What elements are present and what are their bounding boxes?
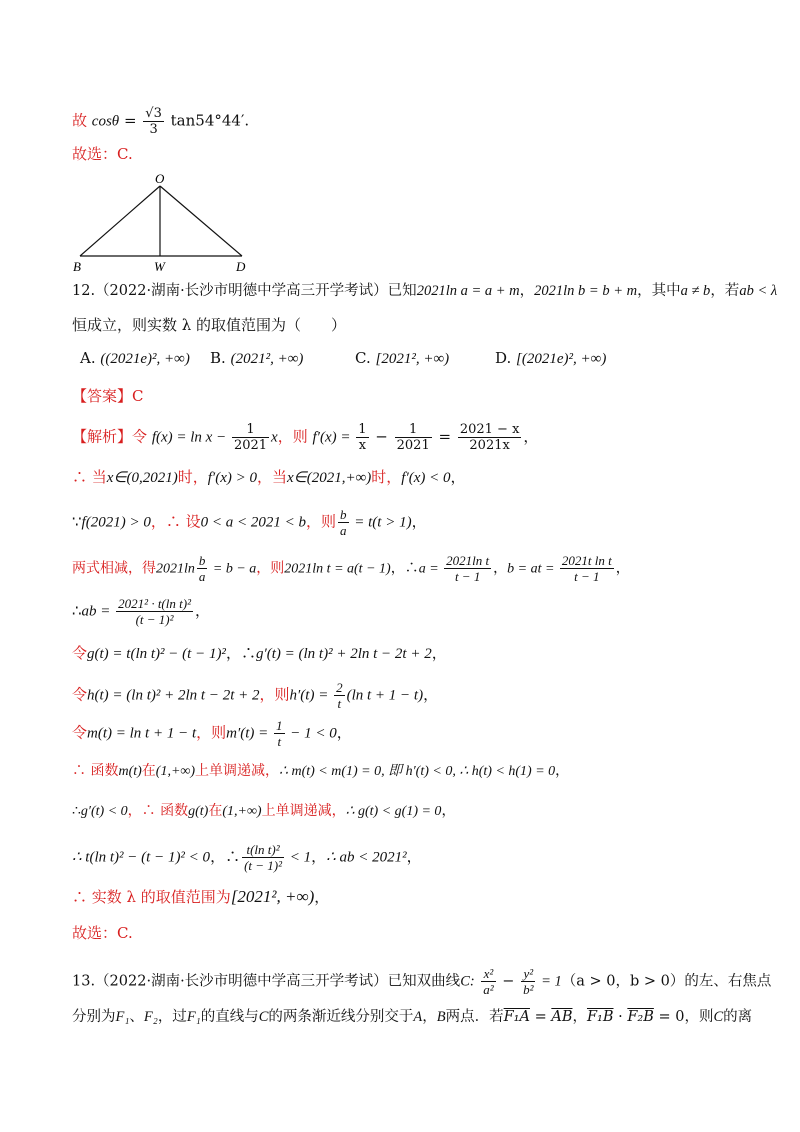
pick-2: 故选：C. — [72, 924, 133, 942]
q12-ineq: ab < λ — [739, 283, 778, 299]
line-cos-theta — [72, 106, 249, 137]
analysis-line-10: ∴g′(t) < 0，∴ 函数g(t)在(1,+∞)上单调递减，∴ g(t) < g(1) = 0， — [72, 803, 456, 819]
pick-1: 故选：C. — [72, 145, 133, 163]
label-B: B — [73, 259, 81, 274]
analysis-line-11: ∴ t(ln t)² − (t − 1)² < 0，∴ $\frac{\text{t(ln t)²}}{\text{(t − 1)²}}$ < 1，∴ ab < 2021²， — [72, 842, 422, 873]
analysis-line-8: 令m(t) = ln t + 1 − t，则m′(t) = $\frac{1}{t}$ − 1 < 0， — [72, 718, 352, 749]
analysis-line-5: ∴ab = $\frac{\text{2021² · t(ln t)²}}{\text{(t − 1)²}}$ ， — [72, 596, 210, 627]
label-W: W — [154, 259, 165, 274]
line-lead: 故 — [72, 111, 88, 130]
q12-eq2: 2021ln b = b + m — [534, 283, 638, 299]
analysis-line-6: 令g(t) = t(ln t)² − (t − 1)²，∴g′(t) = (ln t)² + 2ln t − 2t + 2， — [72, 644, 447, 662]
fraction-sqrt3-over-3: $\frac{√3}{3}$ — [145, 106, 162, 137]
eq-sign: = — [123, 111, 142, 130]
line-OD — [160, 186, 242, 256]
option-d[interactable]: D. [(2021e)², +∞) — [495, 349, 607, 367]
triangle-figure — [70, 172, 260, 274]
option-a[interactable]: A. ((2021e)², +∞) — [80, 349, 190, 367]
q12-eq1: 2021ln a = a + m — [416, 283, 520, 299]
cos-theta: cosθ — [91, 113, 120, 130]
option-b[interactable]: B. (2021², +∞) — [210, 349, 304, 367]
analysis-line-2: ∴ 当x∈(0,2021)时，f′(x) > 0，当x∈(2021,+∞)时，f′(x) < 0， — [72, 468, 466, 486]
q12-prefix: 12.（2022·湖南·长沙市明德中学高三开学考试）已知 — [72, 283, 417, 299]
analysis-line-9: ∴ 函数m(t)在(1,+∞)上单调递减，∴ m(t) < m(1) = 0, 即 h′(t) < 0, ∴ h(t) < h(1) = 0， — [72, 763, 570, 779]
analysis-line-7: 令h(t) = (ln t)² + 2ln t − 2t + 2，则h′(t) = $\frac{2}{t}$ (ln t + 1 − t)， — [72, 680, 439, 711]
label-O: O — [155, 172, 165, 186]
tan-expr: tan54°44′. — [170, 111, 250, 130]
answer-line: 【答案】C — [72, 387, 144, 405]
q12-cond: a ≠ b — [680, 283, 711, 299]
q12-line1: 12.（2022·湖南·长沙市明德中学高三开学考试）已知2021ln a = a + m，2021ln b = b + m，其中a ≠ b，若ab < λ — [72, 283, 778, 299]
analysis-line-1: 【解析】令 f(x) = ln x − $\frac{1}{2021}$ x，则 f′(x) = $\frac{1}{x}$ − $\frac{1}{2021}$ = $\frac{2021 - x}{2021x}$ ， — [72, 422, 539, 453]
analysis-line-12: ∴ 实数 λ 的取值范围为[2021², +∞)， — [72, 887, 330, 906]
q12-line2: 恒成立，则实数 λ 的取值范围为（ ） — [72, 316, 347, 334]
analysis-line-3: ∵f(2021) > 0，∴ 设0 < a < 2021 < b，则 $\frac{b}{a}$ = t(t > 1)， — [72, 507, 427, 538]
label-D: D — [236, 259, 246, 274]
q13-line2: 分别为F₁、F₂，过F₁的直线与C的两条渐近线分别交于A，B两点．若$F_1A = \overline{AB}$，F₁B · F₂B = 0，则C的离 — [72, 1009, 753, 1025]
q13-line1: 13.（2022·湖南·长沙市明德中学高三开学考试）已知双曲线C: $\frac{\text{x²}}{\text{a²}}$ − $\frac{\text{y²}}{\text{b²}}$ = 1（a > 0，b > 0）的左、右焦点 — [72, 966, 772, 997]
option-c[interactable]: C. [2021², +∞) — [355, 349, 450, 367]
line-OB — [80, 186, 160, 256]
analysis-line-4: 两式相减，得2021ln $\frac{b}{a}$ = b − a，则2021ln t = a(t − 1)，∴a = $\frac{\text{2021ln t}}{t - 1}$ ，b = at = $\frac{\text{2021t ln t}}{t - 1}$ ， — [72, 553, 630, 584]
